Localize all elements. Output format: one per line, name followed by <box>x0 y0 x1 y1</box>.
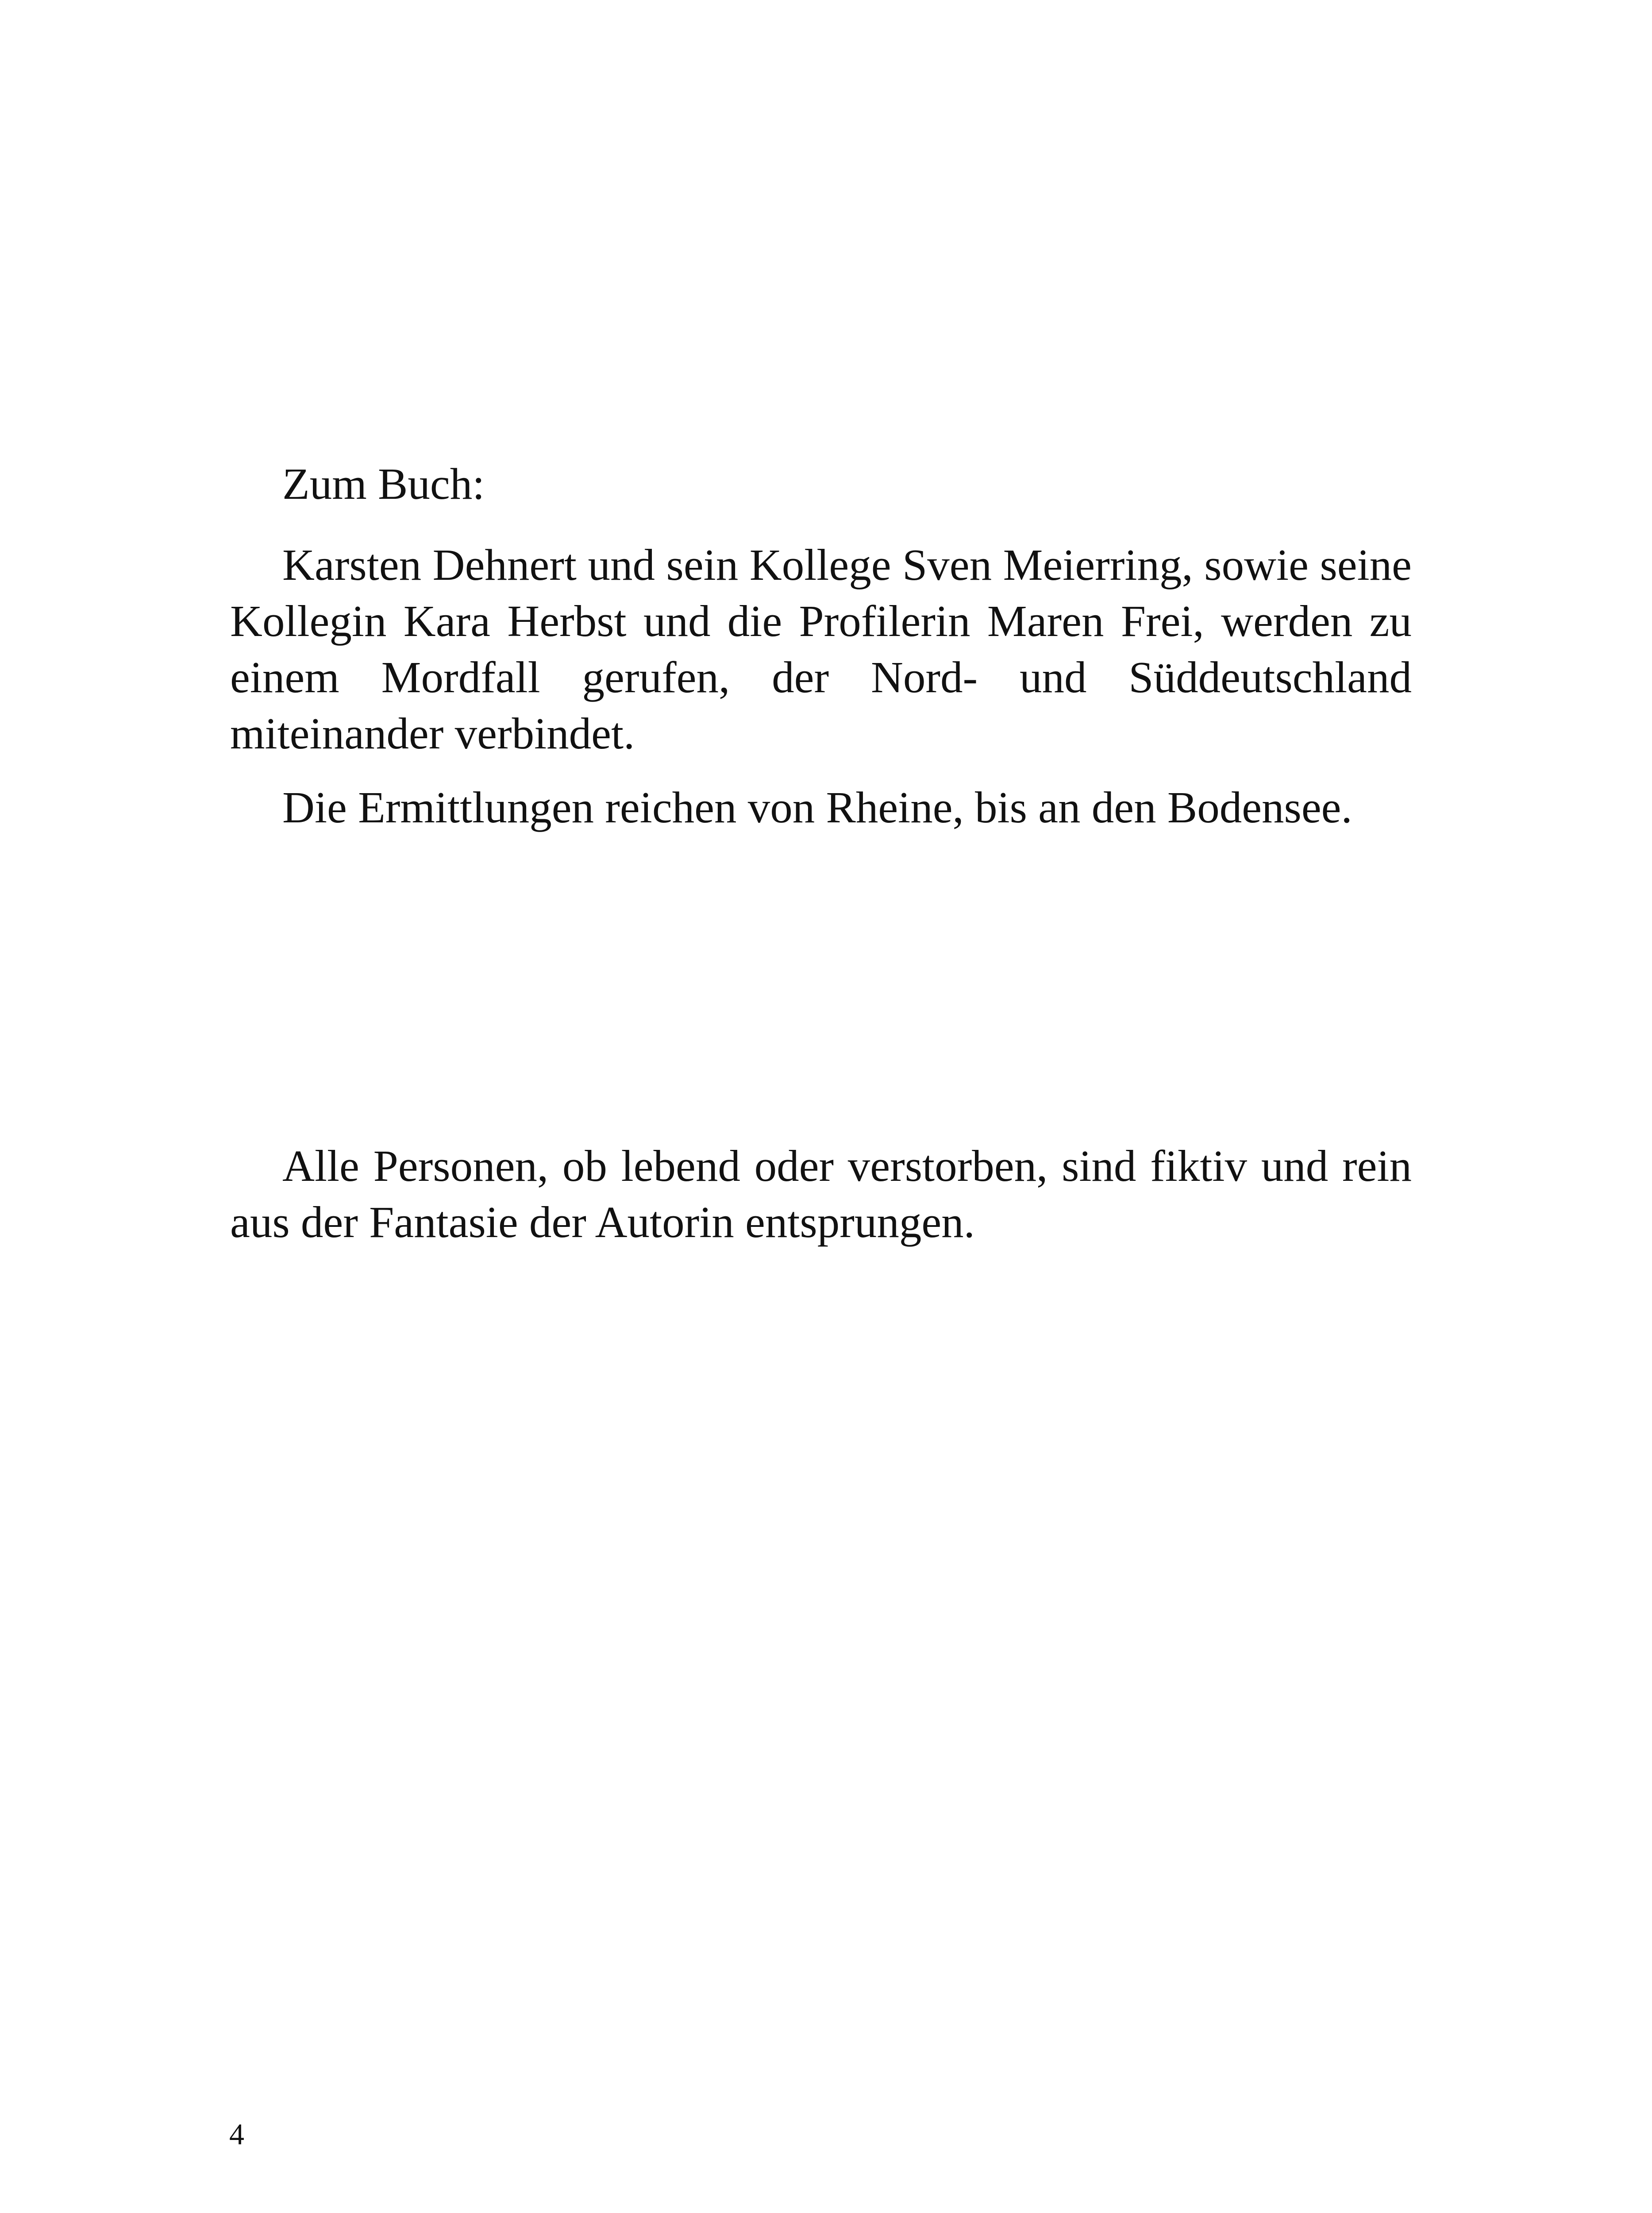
investigation-paragraph-block <box>230 779 1412 836</box>
synopsis-paragraph: Karsten Dehnert und sein Kollege Sven Meierring, sowie seine Kollegin Kara Herbst und die Profilerin Maren Frei, werden zu einem Mordfall gerufen, der Nord- und Süddeutschland miteinander verbindet. <box>230 540 1412 758</box>
page-number: 4 <box>229 2117 244 2151</box>
investigation-paragraph: Die Ermittlungen reichen von Rheine, bis an den Bodensee. <box>282 783 1352 832</box>
book-info-heading: Zum Buch: <box>282 459 485 509</box>
book-info-heading-block <box>230 456 1412 512</box>
synopsis-paragraph-block <box>230 537 1412 762</box>
fiction-disclaimer-block <box>230 1138 1412 1250</box>
fiction-disclaimer: Alle Personen, ob lebend oder verstorben, sind fiktiv und rein aus der Fantasie der Autorin entsprungen. <box>230 1141 1412 1247</box>
